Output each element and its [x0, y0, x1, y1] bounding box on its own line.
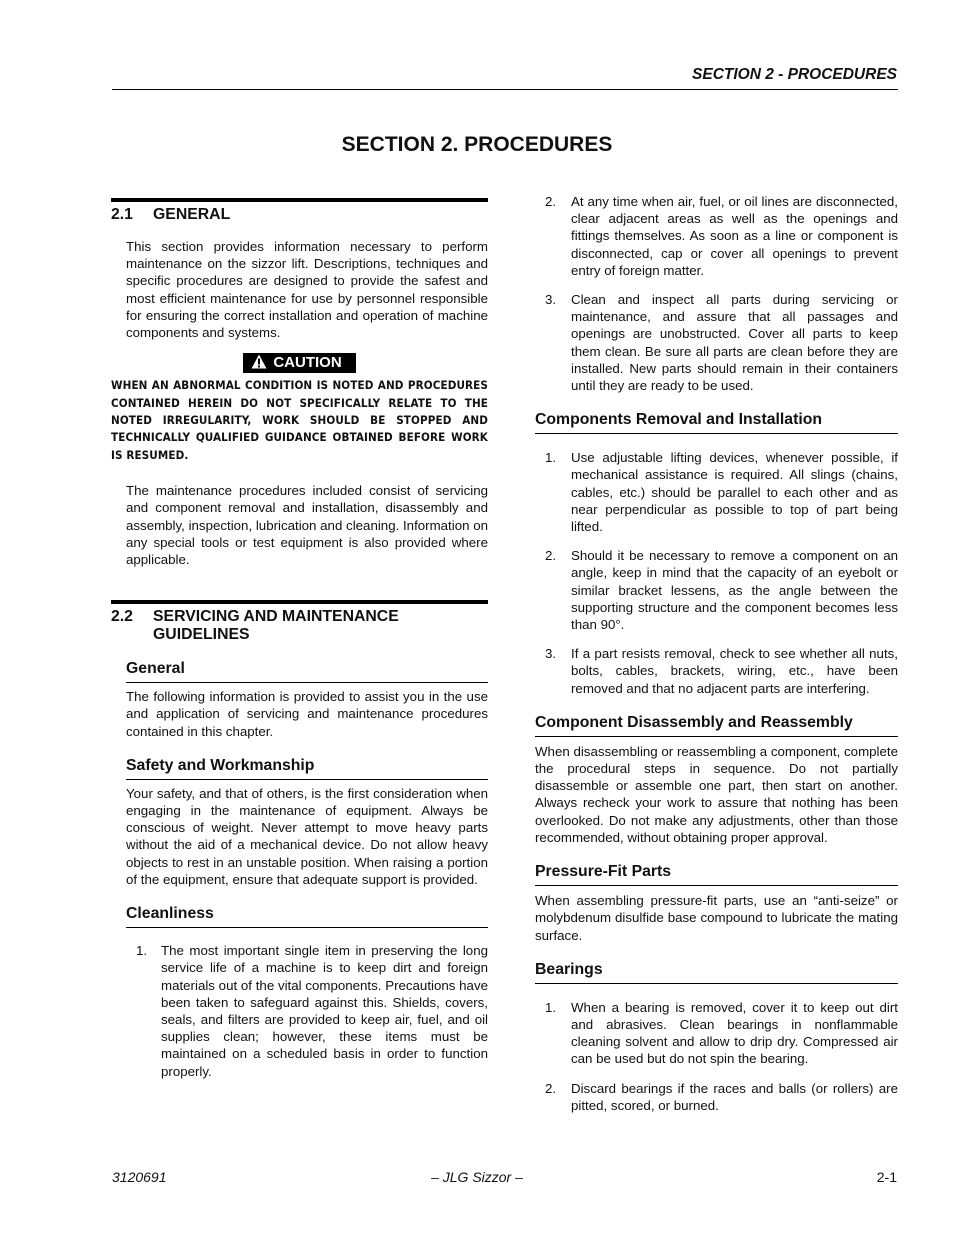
- header-rule: [112, 89, 898, 90]
- subheading-removal: Components Removal and Installation: [535, 411, 898, 434]
- cleanliness-list: [111, 942, 488, 1080]
- pressure-fit-paragraph: When assembling pressure-fit parts, use an “anti-seize” or molybdenum disulfide base compound to lubricate the mating surface.: [535, 893, 898, 943]
- list-item: 1. When a bearing is removed, cover it to keep out dirt and abrasives. Clean bearings in nonflammable cleaning solvent and allow to drip dry. Compressed air can be used but do not spin the bearing.: [545, 999, 898, 1067]
- list-item: 2. At any time when air, fuel, or oil lines are disconnected, clear adjacent areas as well as the openings and fittings themselves. As soon as a line or component is disconnected, cap or cover all openings to prevent entry of foreign matter.: [545, 194, 898, 278]
- subheading-disassembly: Component Disassembly and Reassembly: [535, 714, 898, 737]
- caution-text: WHEN AN ABNORMAL CONDITION IS NOTED AND PROCEDURES CONTAINED HEREIN DO NOT SPECIFICALLY RELATE TO THE NOTED IRREGULARITY, WORK SHOULD BE STOPPED AND TECHNICALLY QUALIFIED GUIDANCE OBTAINED BEFORE WORK IS RESUMED.: [111, 378, 488, 462]
- disassembly-paragraph: When disassembling or reassembling a component, complete the procedural steps in sequence. Do not partially disassemble or assemble one part, then start on another. Always recheck your work to assure that nothing has been overlooked. Do not make any adjustments, other than those recommended, without obtaining proper approval.: [535, 743, 898, 845]
- general-paragraph-2: The maintenance procedures included consist of servicing and component removal and installation, disassembly and assembly, inspection, lubrication and cleaning. Information on any special tools or test equipment is also provided where applicable.: [126, 483, 488, 568]
- list-item: 1. The most important single item in preserving the long service life of a machine is to keep dirt and foreign materials out of the vital components. Precautions have been taken to safeguard against this. Shields, covers, seals, and filters are provided to keep air, fuel, and oil supplies clean; however, these items must be maintained on a scheduled basis in order to function properly.: [136, 943, 488, 1079]
- caution-box: [111, 353, 488, 375]
- list-item: 1. Use adjustable lifting devices, whenever possible, if mechanical assistance is required. All slings (chains, cables, etc.) should be parallel to each other and as near perpendicular as possible to top of part being lifted.: [545, 450, 898, 535]
- servicing-general-paragraph: The following information is provided to assist you in the use and application of servicing and maintenance procedures contained in this chapter.: [126, 689, 488, 739]
- subheading-cleanliness: Cleanliness: [126, 905, 488, 928]
- list-item: 3. If a part resists removal, check to see whether all nuts, bolts, cables, brackets, wiring, etc., have been removed and that no adjacent parts are interfering.: [545, 646, 898, 696]
- subheading-bearings: Bearings: [535, 961, 898, 984]
- subheading-general: General: [126, 660, 488, 683]
- cleanliness-list-continued: [535, 193, 898, 394]
- section-2-1-heading: 2.1 GENERAL: [111, 198, 488, 224]
- safety-paragraph: Your safety, and that of others, is the first consideration when engaging in the maintenance of equipment. Always be conscious of weight. Never attempt to move heavy parts without the aid of a mechanical device. Do not allow heavy objects to rest in an unstable position. When raising a portion of the equipment, ensure that adequate support is provided.: [126, 785, 488, 887]
- bearings-list: [535, 999, 898, 1114]
- footer-page-number: 2-1: [876, 1169, 897, 1185]
- subheading-pressure-fit: Pressure-Fit Parts: [535, 863, 898, 886]
- list-item: 3. Clean and inspect all parts during servicing or maintenance, and assure that all passages and openings are unobstructed. Cover all parts to keep them clean. Be sure all parts are clean before they are installed. New parts should remain in their containers until they are ready to be used.: [545, 292, 898, 394]
- caution-label: CAUTION: [243, 353, 355, 373]
- list-item: 2. Should it be necessary to remove a component on an angle, keep in mind that the capacity of an eyebolt or similar bracket lessens, as the angle between the supporting structure and the component becomes less than 90°.: [545, 548, 898, 633]
- removal-list: [535, 449, 898, 697]
- footer-doc-number: 3120691: [112, 1169, 167, 1185]
- left-column: [111, 198, 488, 1080]
- page-title: SECTION 2. PROCEDURES: [341, 133, 613, 156]
- warning-triangle-icon: [251, 354, 267, 369]
- running-header: SECTION 2 - PROCEDURES: [692, 66, 897, 83]
- subheading-safety: Safety and Workmanship: [126, 757, 488, 780]
- general-paragraph-1: This section provides information necessary to perform maintenance on the sizzor lift. Descriptions, techniques and specific procedures are designed to provide the safest and most efficient maintenance for use by personnel responsible for ensuring the correct installation and operation of machine components and systems.: [126, 239, 488, 341]
- list-item: 2. Discard bearings if the races and balls (or rollers) are pitted, scored, or burned.: [545, 1080, 898, 1113]
- right-column: [535, 193, 898, 1114]
- footer-title: – JLG Sizzor –: [431, 1169, 523, 1185]
- section-2-2-heading: 2.2 SERVICING AND MAINTENANCE GUIDELINES: [111, 600, 488, 644]
